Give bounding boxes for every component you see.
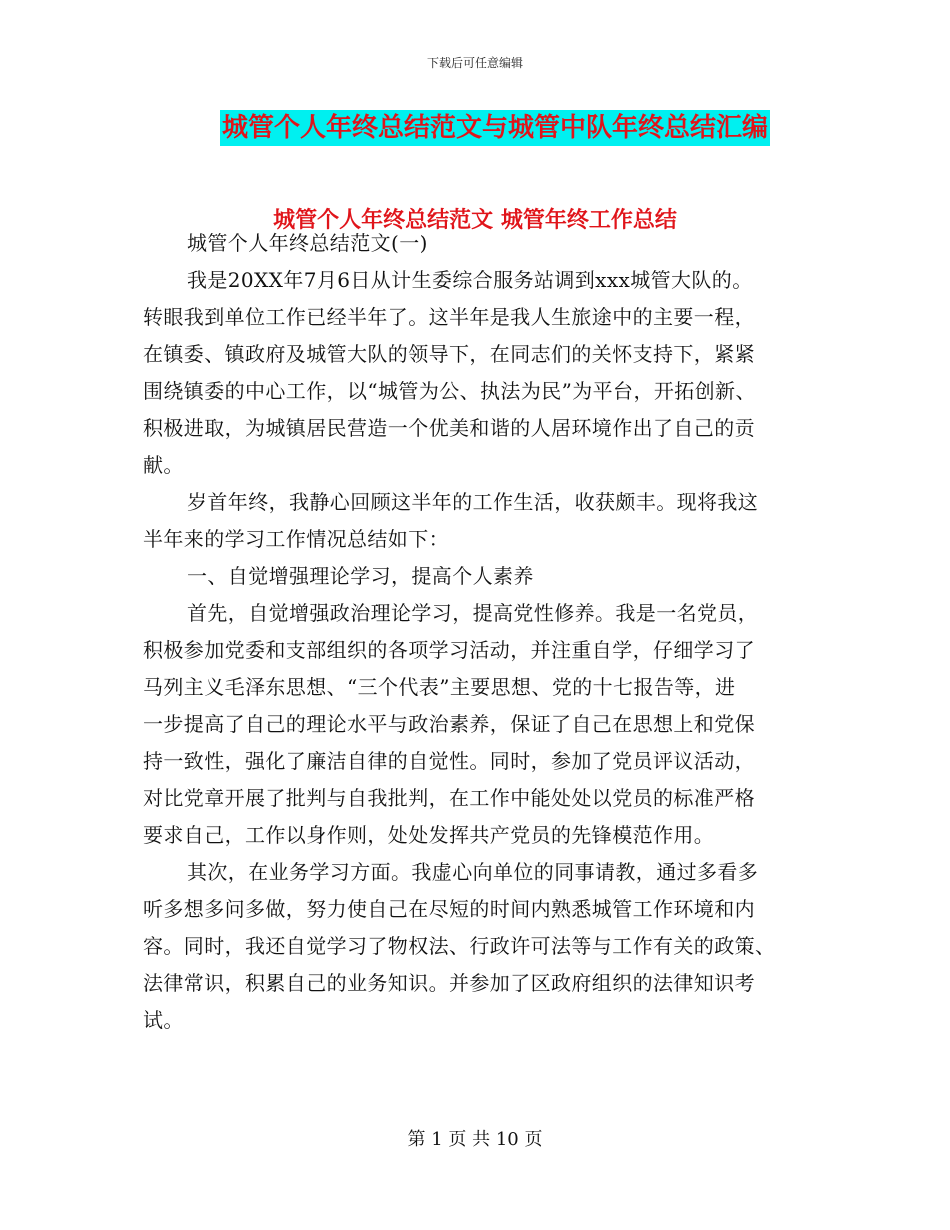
text-line: 我是20XX年7月6日从计生委综合服务站调到xxx城管大队的。	[187, 268, 753, 292]
page-header-note: 下载后可任意编辑	[426, 56, 523, 70]
text-line: 围绕镇委的中心工作，以“城管为公、执法为民”为平台，开拓创新、	[143, 379, 756, 403]
text-line: 要求自己，工作以身作则，处处发挥共产党员的先锋模范作用。	[143, 823, 715, 847]
text-line: 献。	[143, 453, 184, 477]
text-line: 一步提高了自己的理论水平与政治素养，保证了自己在思想上和党保	[143, 712, 755, 736]
paragraph	[143, 262, 805, 484]
text-line: 半年来的学习工作情况总结如下：	[143, 527, 449, 551]
text-line: 其次，在业务学习方面。我虚心向单位的同事请教，通过多看多	[187, 860, 759, 884]
text-line: 一、自觉增强理论学习，提高个人素养	[187, 564, 534, 588]
paragraph	[143, 595, 805, 854]
text-line: 听多想多问多做，努力使自己在尽短的时间内熟悉城管工作环境和内	[143, 897, 755, 921]
text-line: 岁首年终，我静心回顾这半年的工作生活，收获颇丰。现将我这	[187, 490, 759, 514]
text-line: 转眼我到单位工作已经半年了。这半年是我人生旅途中的主要一程，	[143, 305, 755, 329]
text-line: 法律常识，积累自己的业务知识。并参加了区政府组织的法律知识考	[143, 971, 755, 995]
text-line: 试。	[143, 1008, 184, 1032]
paragraph-heading	[143, 225, 805, 262]
text-line: 马列主义毛泽东思想、“三个代表”主要思想、党的十七报告等，进	[143, 675, 736, 699]
text-line: 在镇委、镇政府及城管大队的领导下，在同志们的关怀支持下，紧紧	[143, 342, 755, 366]
paragraph	[143, 484, 805, 558]
text-line: 容。同时，我还自觉学习了物权法、行政许可法等与工作有关的政策、	[143, 934, 776, 958]
page-number-footer: 第 1 页 共 10 页	[407, 1129, 543, 1150]
text-line: 积极参加党委和支部组织的各项学习活动，并注重自学，仔细学习了	[143, 638, 755, 662]
text-line: 城管个人年终总结范文(一)	[187, 231, 428, 255]
text-line: 持一致性，强化了廉洁自律的自觉性。同时，参加了党员评议活动，	[143, 749, 755, 773]
document-body	[143, 225, 805, 1039]
paragraph	[143, 854, 805, 1039]
text-line: 对比党章开展了批判与自我批判，在工作中能处处以党员的标准严格	[143, 786, 755, 810]
document-title: 城管个人年终总结范文与城管中队年终总结汇编	[220, 110, 770, 146]
text-line: 积极进取，为城镇居民营造一个优美和谐的人居环境作出了自己的贡	[143, 416, 755, 440]
text-line: 首先，自觉增强政治理论学习，提高党性修养。我是一名党员，	[187, 601, 759, 625]
paragraph-heading	[143, 558, 805, 595]
section-title: 城管个人年终总结范文 城管年终工作总结	[273, 208, 677, 233]
